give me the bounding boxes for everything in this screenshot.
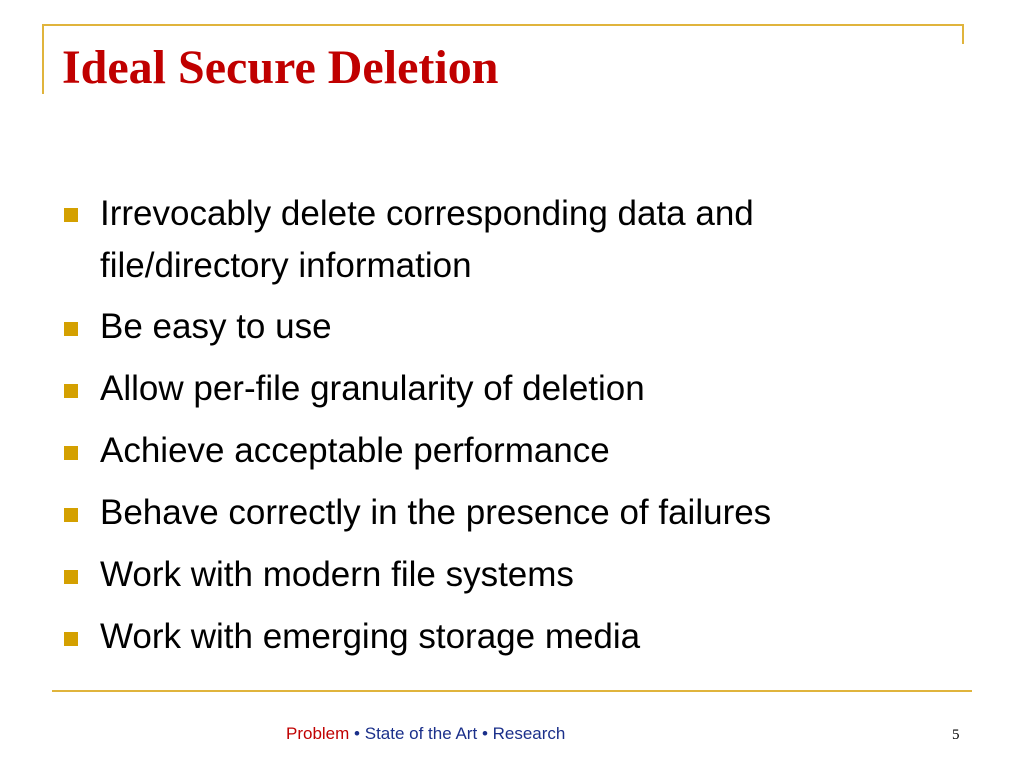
frame-top-rule (42, 24, 964, 26)
bullet-item (64, 188, 944, 292)
bullet-text: Work with modern file systems (100, 555, 574, 594)
square-bullet-icon (64, 632, 78, 646)
square-bullet-icon (64, 208, 78, 222)
footer-navigation (286, 724, 565, 744)
footer-rule (52, 690, 972, 692)
bullet-text: Work with emerging storage media (100, 617, 641, 656)
bullet-text: Be easy to use (100, 307, 332, 346)
bullet-text: Irrevocably delete corresponding data and file/directory information (100, 194, 754, 285)
bullet-list (64, 188, 944, 674)
frame-left-rule (42, 24, 44, 94)
square-bullet-icon (64, 508, 78, 522)
bullet-item (64, 550, 944, 600)
square-bullet-icon (64, 384, 78, 398)
square-bullet-icon (64, 322, 78, 336)
footer-section-state-of-the-art: State of the Art (364, 724, 478, 743)
footer-section-current: Problem (286, 724, 350, 743)
bullet-item (64, 364, 944, 414)
bullet-text: Achieve acceptable performance (100, 431, 610, 470)
frame-right-rule (962, 24, 964, 44)
footer-separator: • (354, 724, 360, 743)
bullet-item (64, 426, 944, 476)
square-bullet-icon (64, 446, 78, 460)
bullet-item (64, 488, 944, 538)
bullet-text: Allow per-file granularity of deletion (100, 369, 645, 408)
footer-section-research: Research (492, 724, 566, 743)
bullet-item (64, 612, 944, 662)
slide-title: Ideal Secure Deletion (62, 41, 499, 94)
page-number: 5 (952, 727, 960, 743)
square-bullet-icon (64, 570, 78, 584)
bullet-text: Behave correctly in the presence of failures (100, 493, 772, 532)
bullet-item (64, 302, 944, 352)
footer-separator: • (481, 724, 488, 743)
